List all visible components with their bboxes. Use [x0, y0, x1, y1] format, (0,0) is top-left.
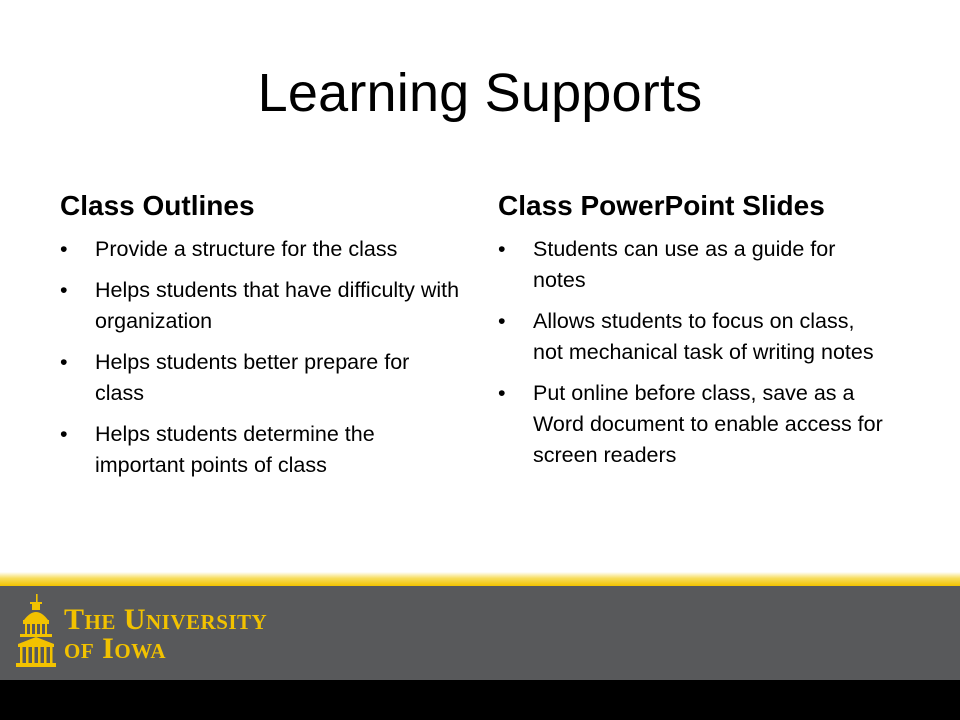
old-capitol-dome-icon [14, 592, 58, 670]
bullet-icon: • [498, 309, 506, 333]
list-item [60, 275, 460, 337]
bottom-black-bar [0, 680, 960, 720]
slide-title: Learning Supports [257, 63, 703, 123]
left-bullet-list [60, 234, 460, 481]
bullet-text: Helps students that have difficulty with organization [95, 278, 460, 333]
logo-line-2: of Iowa [64, 632, 167, 665]
bullet-text: Allows students to focus on class, not mechanical task of writing notes [533, 309, 874, 364]
left-column [60, 186, 460, 491]
list-item [60, 234, 460, 265]
gold-accent-bar [0, 572, 960, 586]
right-column [498, 186, 888, 481]
bullet-icon: • [498, 237, 506, 261]
left-column-heading: Class Outlines [60, 190, 255, 221]
bullet-icon: • [60, 237, 68, 261]
bullet-text: Provide a structure for the class [95, 237, 398, 261]
bullet-icon: • [498, 381, 506, 405]
right-column-heading: Class PowerPoint Slides [498, 190, 825, 221]
list-item [498, 378, 888, 471]
bullet-text: Students can use as a guide for notes [533, 237, 836, 292]
bullet-text: Helps students determine the important points of class [95, 422, 375, 477]
list-item [498, 306, 888, 368]
list-item [60, 419, 460, 481]
list-item [498, 234, 888, 296]
bullet-icon: • [60, 278, 68, 302]
bullet-text: Put online before class, save as a Word document to enable access for screen readers [533, 381, 883, 467]
bullet-icon: • [60, 422, 68, 446]
list-item [60, 347, 460, 409]
logo-line-1: The University [64, 603, 268, 636]
right-bullet-list [498, 234, 888, 471]
bullet-icon: • [60, 350, 68, 374]
university-logo-text [64, 605, 267, 663]
bullet-text: Helps students better prepare for class [95, 350, 410, 405]
